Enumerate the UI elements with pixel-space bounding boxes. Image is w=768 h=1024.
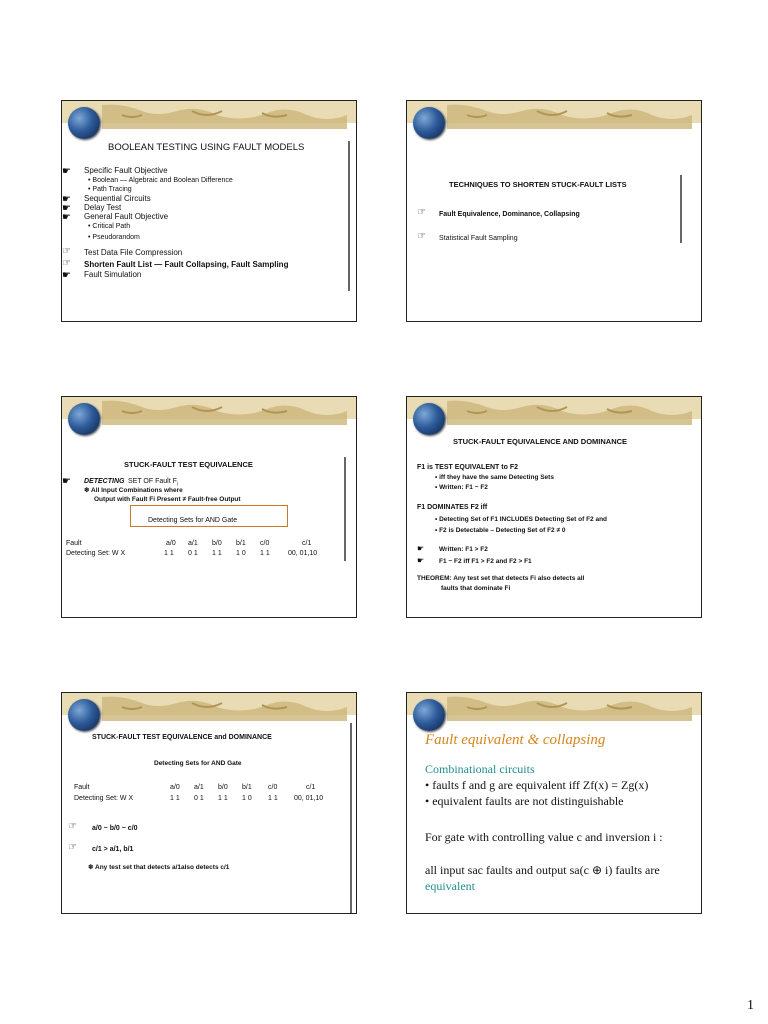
pointing-hand-icon: ☞ [417, 207, 426, 218]
list-item: Written: F1 > F2 [439, 546, 488, 553]
subheading: Combinational circuits [425, 762, 535, 776]
slide-banner [407, 101, 701, 143]
paragraph-line: equivalent [425, 879, 475, 893]
table-cell: 0 1 [194, 795, 204, 802]
pointing-hand-icon: ☛ [62, 166, 71, 177]
list-item: • Written: F1 ~ F2 [435, 484, 488, 491]
definition-term: DETECTING [84, 478, 125, 485]
slide-2 [406, 100, 702, 322]
table-cell: Detecting Set: W X [74, 795, 134, 802]
slide-banner [407, 397, 701, 439]
table-header-cell: c/0 [260, 540, 270, 547]
table-cell: 00, 01,10 [294, 795, 324, 802]
theorem-line: THEOREM: Any test set that detects Fi also detects all [417, 575, 585, 582]
slide-6 [406, 692, 702, 914]
table-cell: 1 1 [164, 550, 174, 557]
table-header-cell: b/0 [218, 784, 228, 791]
table-cell: 1 1 [268, 795, 278, 802]
list-item: • Pseudorandom [88, 234, 140, 241]
list-item: • Detecting Set of F1 INCLUDES Detecting Set of F2 and [435, 516, 608, 523]
table-header-cell: a/0 [170, 784, 180, 791]
divider-bar [680, 175, 682, 243]
table-header-cell: a/0 [166, 540, 176, 547]
list-item: Specific Fault Objective [84, 166, 168, 175]
pointing-hand-icon: ☞ [417, 231, 426, 242]
list-item: • faults f and g are equivalent iff Zf(x) = Zg(x) [425, 778, 649, 792]
table-cell: 0 1 [188, 550, 198, 557]
world-map-banner [62, 397, 356, 439]
list-item: • Boolean — Algebraic and Boolean Difference [88, 177, 233, 184]
list-item: ❄ All Input Combinations where [84, 487, 183, 494]
table-header-cell: b/1 [236, 540, 246, 547]
globe-icon [68, 699, 100, 731]
theorem-line: faults that dominate Fi [441, 585, 511, 592]
table-cell: Detecting Set: W X [66, 550, 126, 557]
table-header-cell: a/1 [194, 784, 204, 791]
definition-text: SET OF Fault $F_i$ [128, 478, 179, 488]
list-item: Statistical Fault Sampling [439, 235, 518, 242]
globe-icon [68, 403, 100, 435]
list-item: • iff they have the same Detecting Sets [435, 474, 554, 481]
divider-bar [344, 457, 346, 561]
list-item: • Path Tracing [88, 186, 132, 193]
slide-title: STUCK-FAULT EQUIVALENCE AND DOMINANCE [453, 437, 628, 446]
slide-4 [406, 396, 702, 618]
list-item: Sequential Circuits [84, 194, 151, 203]
table-header-cell: c/0 [268, 784, 278, 791]
list-item: Shorten Fault List — Fault Collapsing, Fault Sampling [84, 260, 289, 269]
table-cell: 1 0 [242, 795, 252, 802]
paragraph-line: For gate with controlling value c and inversion i : [425, 830, 663, 844]
list-item: a/0 ~ b/0 ~ c/0 [92, 825, 138, 832]
slide-banner [407, 693, 701, 735]
pointing-hand-icon: ☛ [417, 544, 425, 553]
slide-title: STUCK-FAULT TEST EQUIVALENCE [124, 460, 253, 469]
globe-icon [413, 403, 445, 435]
slide-banner [62, 397, 356, 439]
world-map-banner [62, 693, 356, 735]
table-cell: 1 1 [218, 795, 228, 802]
slide-1 [61, 100, 357, 322]
globe-icon [68, 107, 100, 139]
pointing-hand-icon: ☞ [68, 842, 77, 853]
pointing-hand-icon: ☛ [62, 476, 71, 487]
table-header-cell: a/1 [188, 540, 198, 547]
list-item: Fault Equivalence, Dominance, Collapsing [439, 211, 580, 218]
table-cell: 1 1 [170, 795, 180, 802]
list-item: • F2 is Detectable – Detecting Set of F2 ≠ 0 [435, 527, 566, 534]
pointing-hand-icon: ☛ [62, 270, 71, 281]
list-item: • equivalent faults are not distinguishable [425, 794, 624, 808]
slide-title: STUCK-FAULT TEST EQUIVALENCE and DOMINANCE [92, 734, 272, 741]
definition-line: F1 is TEST EQUIVALENT to F2 [417, 464, 518, 471]
pointing-hand-icon: ☛ [62, 194, 71, 205]
table-cell: 1 1 [260, 550, 270, 557]
paragraph-line: all input sac faults and output sa(c ⊕ i) faults are [425, 863, 660, 877]
list-item: c/1 > a/1, b/1 [92, 846, 134, 853]
slide-title: BOOLEAN TESTING USING FAULT MODELS [108, 142, 305, 153]
slide-banner [62, 693, 356, 735]
definition-line: F1 DOMINATES F2 iff [417, 504, 488, 511]
world-map-banner [62, 101, 356, 143]
table-header-cell: c/1 [306, 784, 316, 791]
table-cell: 1 1 [212, 550, 222, 557]
list-item: Output with Fault Fi Present ≠ Fault-free Output [94, 496, 241, 503]
world-map-banner [407, 101, 701, 143]
pointing-hand-icon: ☞ [62, 258, 71, 269]
slide-title: TECHNIQUES TO SHORTEN STUCK-FAULT LISTS [449, 180, 627, 189]
table-header-cell: b/1 [242, 784, 252, 791]
slide-3 [61, 396, 357, 618]
list-item: Delay Test [84, 203, 122, 212]
list-item: F1 ~ F2 iff F1 > F2 and F2 > F1 [439, 558, 532, 565]
slide-title: Fault equivalent & collapsing [425, 732, 606, 748]
list-item: • Critical Path [88, 223, 131, 230]
table-cell: 00, 01,10 [288, 550, 318, 557]
table-header-cell: c/1 [302, 540, 312, 547]
pointing-hand-icon: ☛ [417, 556, 425, 565]
world-map-banner [407, 693, 701, 735]
globe-icon [413, 699, 445, 731]
slide-5 [61, 692, 357, 914]
table-header-cell: Fault [66, 540, 82, 547]
pointing-hand-icon: ☛ [62, 203, 71, 214]
world-map-banner [407, 397, 701, 439]
divider-bar [350, 723, 352, 913]
list-item: Test Data File Compression [84, 248, 183, 257]
pointing-hand-icon: ☛ [62, 212, 71, 223]
list-item: Fault Simulation [84, 270, 142, 279]
page-number: 1 [747, 998, 754, 1013]
table-header-cell: Fault [74, 784, 90, 791]
pointing-hand-icon: ☞ [62, 246, 71, 257]
table-header-cell: b/0 [212, 540, 222, 547]
table-caption: Detecting Sets for AND Gate [154, 760, 242, 767]
list-item: General Fault Objective [84, 212, 169, 221]
table-caption: Detecting Sets for AND Gate [148, 517, 238, 524]
slide-banner [62, 101, 356, 143]
globe-icon [413, 107, 445, 139]
table-cell: 1 0 [236, 550, 246, 557]
pointing-hand-icon: ☞ [68, 821, 77, 832]
list-item: ❄ Any test set that detects a/1also detects c/1 [88, 864, 230, 871]
divider-bar [348, 141, 350, 291]
